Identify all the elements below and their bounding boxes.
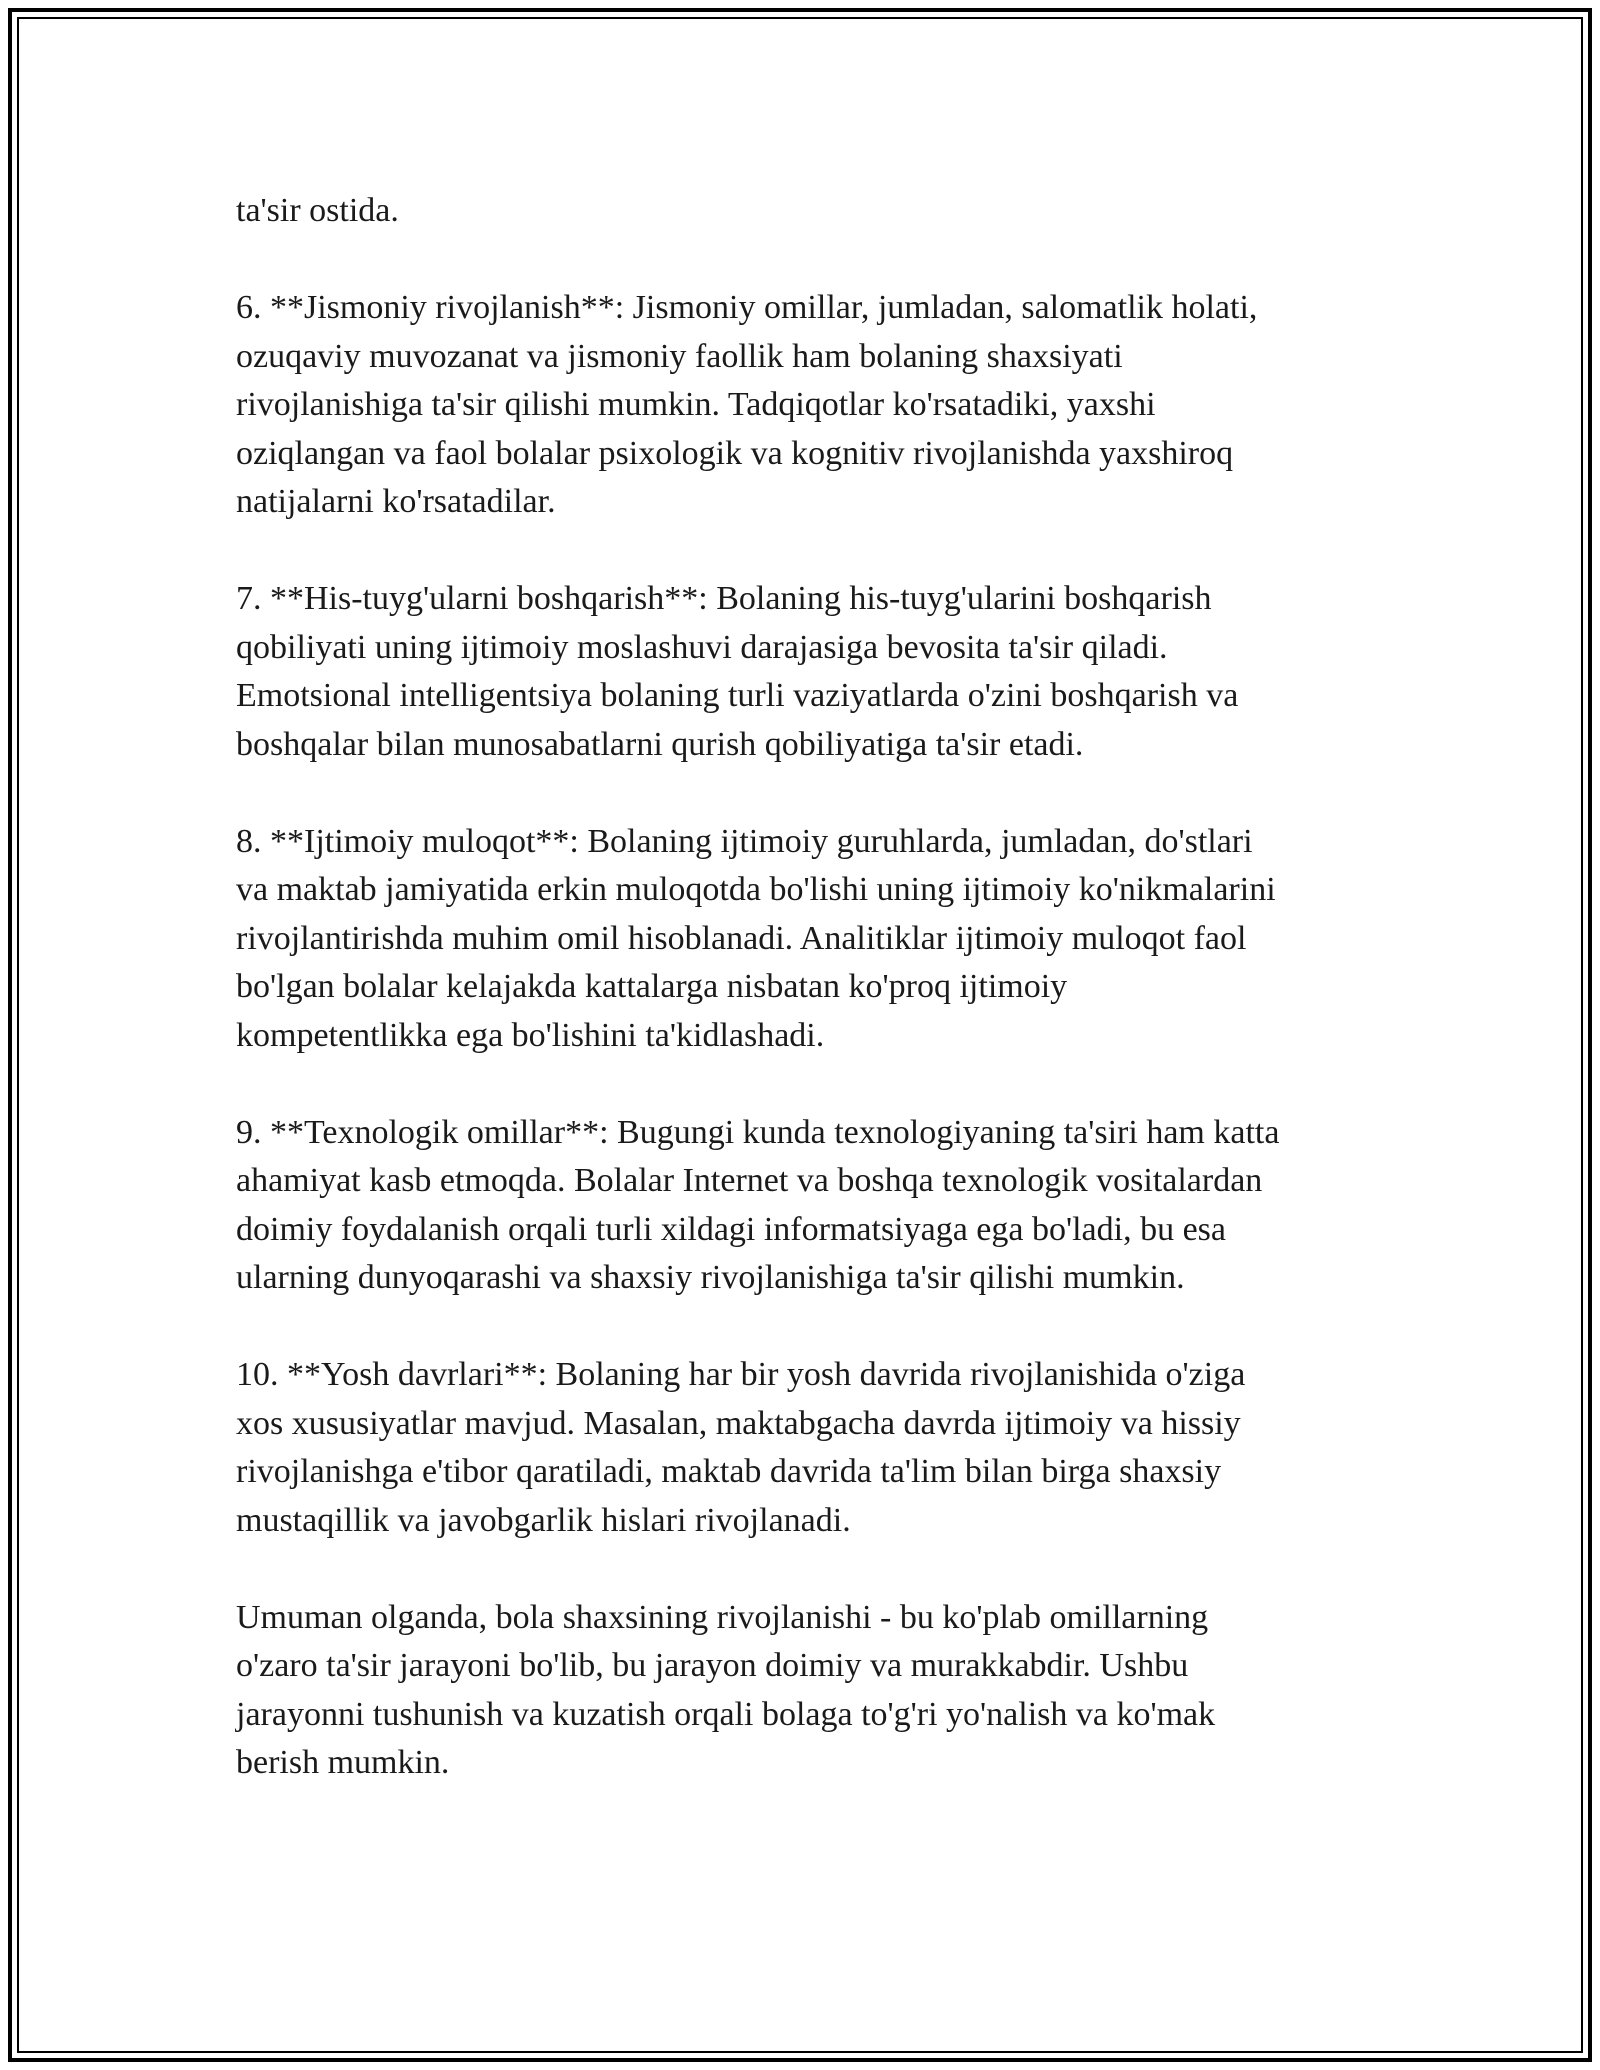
document-body — [236, 187, 1416, 1788]
text-line: ularning dunyoqarashi va shaxsiy rivojlanishiga ta'sir qilishi mumkin. — [236, 1259, 1185, 1296]
text-line: natijalarni ko'rsatadilar. — [236, 483, 556, 520]
text-line: 6. **Jismoniy rivojlanish**: Jismoniy omillar, jumladan, salomatlik holati, — [236, 289, 1258, 326]
text-line: rivojlanishga e'tibor qaratiladi, maktab davrida ta'lim bilan birga shaxsiy — [236, 1453, 1222, 1490]
paragraph-physical-development — [236, 284, 1416, 527]
text-line: ahamiyat kasb etmoqda. Bolalar Internet va boshqa texnologik vositalardan — [236, 1162, 1263, 1199]
text-line: 7. **His-tuyg'ularni boshqarish**: Bolaning his-tuyg'ularini boshqarish — [236, 580, 1212, 617]
text-line: xos xususiyatlar mavjud. Masalan, maktabgacha davrda ijtimoiy va hissiy — [236, 1404, 1241, 1442]
text-line: ozuqaviy muvozanat va jismoniy faollik ham bolaning shaxsiyati — [236, 337, 1123, 375]
paragraph-continuation — [236, 187, 1416, 236]
paragraph-technological-factors — [236, 1109, 1416, 1303]
text-line: qobiliyati uning ijtimoiy moslashuvi darajasiga bevosita ta'sir qiladi. — [236, 628, 1168, 666]
text-line: bo'lgan bolalar kelajakda kattalarga nisbatan ko'proq ijtimoiy — [236, 968, 1068, 1005]
paragraph-emotion-management — [236, 575, 1416, 769]
text-line: 9. **Texnologik omillar**: Bugungi kunda texnologiyaning ta'siri ham katta — [236, 1113, 1280, 1151]
text-line: rivojlanishiga ta'sir qilishi mumkin. Tadqiqotlar ko'rsatadiki, yaxshi — [236, 386, 1156, 423]
text-line: kompetentlikka ega bo'lishini ta'kidlashadi. — [236, 1016, 825, 1054]
text-line: o'zaro ta'sir jarayoni bo'lib, bu jarayon doimiy va murakkabdir. Ushbu — [236, 1647, 1189, 1684]
text-line: rivojlantirishda muhim omil hisoblanadi. Analitiklar ijtimoiy muloqot faol — [236, 919, 1247, 957]
paragraph-age-periods — [236, 1351, 1416, 1545]
text-line: 10. **Yosh davrlari**: Bolaning har bir yosh davrida rivojlanishida o'ziga — [236, 1356, 1246, 1393]
text-line: doimiy foydalanish orqali turli xildagi informatsiyaga ega bo'ladi, bu esa — [236, 1210, 1227, 1248]
text-line: berish mumkin. — [236, 1744, 450, 1781]
text-line: 8. **Ijtimoiy muloqot**: Bolaning ijtimoiy guruhlarda, jumladan, do'stlari — [236, 822, 1253, 860]
text-line: ta'sir ostida. — [236, 192, 399, 229]
text-line: va maktab jamiyatida erkin muloqotda bo'lishi uning ijtimoiy ko'nikmalarini — [236, 871, 1276, 908]
text-line: Emotsional intelligentsiya bolaning turli vaziyatlarda o'zini boshqarish va — [236, 677, 1239, 714]
paragraph-social-communication — [236, 818, 1416, 1061]
text-line: Umuman olganda, bola shaxsining rivojlanishi - bu ko'plab omillarning — [236, 1598, 1209, 1636]
text-line: mustaqillik va javobgarlik hislari rivojlanadi. — [236, 1501, 851, 1539]
paragraph-conclusion — [236, 1594, 1416, 1788]
text-line: jarayonni tushunish va kuzatish orqali bolaga to'g'ri yo'nalish va ko'mak — [236, 1695, 1216, 1733]
text-line: boshqalar bilan munosabatlarni qurish qobiliyatiga ta'sir etadi. — [236, 725, 1084, 763]
text-line: oziqlangan va faol bolalar psixologik va kognitiv rivojlanishda yaxshiroq — [236, 434, 1234, 472]
